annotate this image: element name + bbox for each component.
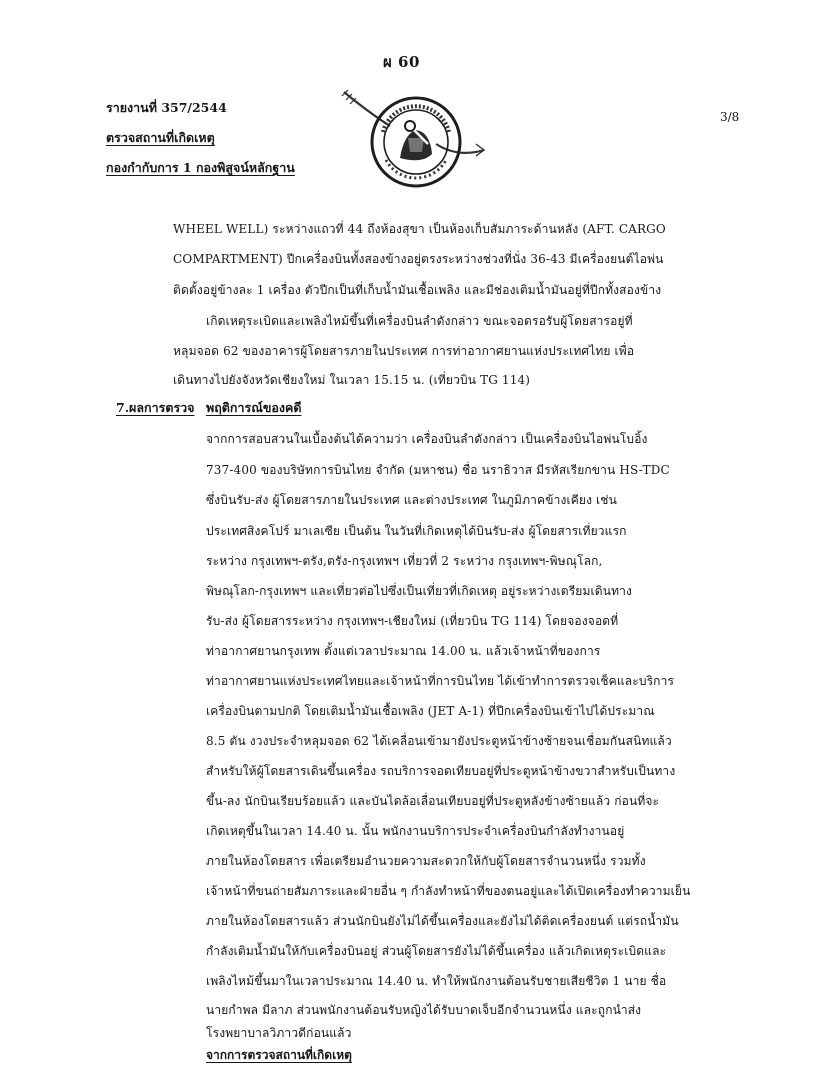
para3-line7: รับ-ส่ง ผู้โดยสารระหว่าง กรุงเทพฯ-เชียงใหม่ (เที่ยวบิน TG 114) โดยจองจอดที่: [206, 614, 619, 628]
para2-line2: หลุมจอด 62 ของอาคารผู้โดยสารภายในประเทศ การท่าอากาศยานแห่งประเทศไทย เพื่อ: [173, 344, 635, 358]
page-number: ผ 60: [383, 53, 420, 71]
para3-line9: ท่าอากาศยานแห่งประเทศไทยและเจ้าหน้าที่การบินไทย ได้เข้าทำการตรวจเช็คและบริการ: [206, 674, 675, 688]
para3-line1: จากการสอบสวนในเบื้องต้นได้ความว่า เครื่องบินลำดังกล่าว เป็นเครื่องบินไอพ่นโบอิ้ง: [206, 432, 648, 446]
para3-line13: ขึ้น-ลง นักบินเรียบร้อยแล้ว และบันไดล้อเลื่อนเทียบอยู่ที่ประตูหลังข้างซ้ายแล้ว ก่อนที่จะ: [206, 794, 660, 808]
para3-line17: ภายในห้องโดยสารแล้ว ส่วนนักบินยังไม่ได้ขึ้นเครื่องและยังไม่ได้ติดเครื่องยนต์ แต่รถน้ำมัน: [206, 914, 679, 928]
para3-line6: พิษณุโลก-กรุงเทพฯ และเที่ยวต่อไปซึ่งเป็นเที่ยวที่เกิดเหตุ อยู่ระหว่างเตรียมเดินทาง: [206, 584, 633, 598]
police-forensic-seal-icon: [338, 86, 488, 196]
para3-line8: ท่าอากาศยานกรุงเทพ ตั้งแต่เวลาประมาณ 14.00 น. แล้วเจ้าหน้าที่ของการ: [206, 644, 601, 658]
header-division: กองกำกับการ 1 กองพิสูจน์หลักฐาน: [106, 160, 295, 175]
para3-line12: สำหรับให้ผู้โดยสารเดินขึ้นเครื่อง รถบริการจอดเทียบอยู่ที่ประตูหน้าข้างขวาสำหรับเป็นทาง: [206, 764, 676, 778]
para3-line10: เครื่องบินตามปกติ โดยเติมน้ำมันเชื้อเพลิง (JET A-1) ที่ปีกเครื่องบินเข้าไปได้ประมาณ: [206, 704, 655, 718]
para3-line18: กำลังเติมน้ำมันให้กับเครื่องบินอยู่ ส่วนผู้โดยสารยังไม่ได้ขึ้นเครื่อง แล้วเกิดเหตุระเบิดและ: [206, 944, 667, 958]
para3-line15: ภายในห้องโดยสาร เพื่อเตรียมอำนวยความสะดวกให้กับผู้โดยสารจำนวนหนึ่ง รวมทั้ง: [206, 854, 646, 868]
sheet-number: 3/8: [720, 110, 740, 124]
para3-line20: นายกำพล มีลาภ ส่วนพนักงานต้อนรับหญิงได้รับบาดเจ็บอีกจำนวนหนึ่ง และถูกนำส่ง: [206, 1003, 642, 1017]
para3-line16: เจ้าหน้าที่ขนถ่ายสัมภาระและฝ่ายอื่น ๆ กำลังทำหน้าที่ของตนอยู่และได้เปิดเครื่องทำความเย็น: [206, 884, 691, 898]
subsection-case-circumstances: พฤติการณ์ของคดี: [206, 400, 302, 415]
para3-line4: ประเทศสิงคโปร์ มาเลเซีย เป็นต้น ในวันที่เกิดเหตุได้บินรับ-ส่ง ผู้โดยสารเที่ยวแรก: [206, 524, 627, 538]
para3-line5: ระหว่าง กรุงเทพฯ-ตรัง,ตรัง-กรุงเทพฯ เที่ยวที่ 2 ระหว่าง กรุงเทพฯ-พิษณุโลก,: [206, 554, 603, 568]
para3-line3: ซึ่งบินรับ-ส่ง ผู้โดยสารภายในประเทศ และต่างประเทศ ในภูมิภาคข้างเคียง เช่น: [206, 493, 617, 507]
para3-line11: 8.5 ตัน งวงประจำหลุมจอด 62 ได้เคลื่อนเข้ามายังประตูหน้าข้างซ้ายจนเชื่อมกันสนิทแล้ว: [206, 734, 672, 748]
subsection-scene-inspection: จากการตรวจสถานที่เกิดเหตุ: [206, 1048, 352, 1062]
para3-line21: โรงพยาบาลวิภาวดีก่อนแล้ว: [206, 1026, 352, 1040]
header-scene-inspection: ตรวจสถานที่เกิดเหตุ: [106, 130, 215, 145]
section-results-label: 7.ผลการตรวจ: [116, 400, 195, 415]
para3-line19: เพลิงไหม้ขึ้นมาในเวลาประมาณ 14.40 น. ทำให้พนักงานต้อนรับชายเสียชีวิต 1 นาย ชื่อ: [206, 974, 667, 988]
para3-line2: 737-400 ของบริษัทการบินไทย จำกัด (มหาชน) ชื่อ นราธิวาส มีรหัสเรียกขาน HS-TDC: [206, 463, 670, 477]
report-number: รายงานที่ 357/2544: [106, 100, 227, 115]
para1-line2: COMPARTMENT) ปีกเครื่องบินทั้งสองข้างอยู่ตรงระหว่างช่วงที่นั่ง 36-43 มีเครื่องยนต์ไอพ่น: [173, 252, 664, 266]
para3-line14: เกิดเหตุขึ้นในเวลา 14.40 น. นั้น พนักงานบริการประจำเครื่องบินกำลังทำงานอยู่: [206, 824, 625, 838]
para1-line1: WHEEL WELL) ระหว่างแถวที่ 44 ถึงห้องสุขา เป็นห้องเก็บสัมภาระด้านหลัง (AFT. CARGO: [173, 222, 666, 236]
para1-line3: ติดตั้งอยู่ข้างละ 1 เครื่อง ตัวปีกเป็นที่เก็บน้ำมันเชื้อเพลิง และมีช่องเติมน้ำมันอยู่ที่ปีกทั้งสองข้าง: [173, 283, 662, 297]
para2-line1: เกิดเหตุระเบิดและเพลิงไหม้ขึ้นที่เครื่องบินลำดังกล่าว ขณะจอดรอรับผู้โดยสารอยู่ที่: [206, 314, 633, 328]
para2-line3: เดินทางไปยังจังหวัดเชียงใหม่ ในเวลา 15.15 น. (เที่ยวบิน TG 114): [173, 373, 531, 387]
